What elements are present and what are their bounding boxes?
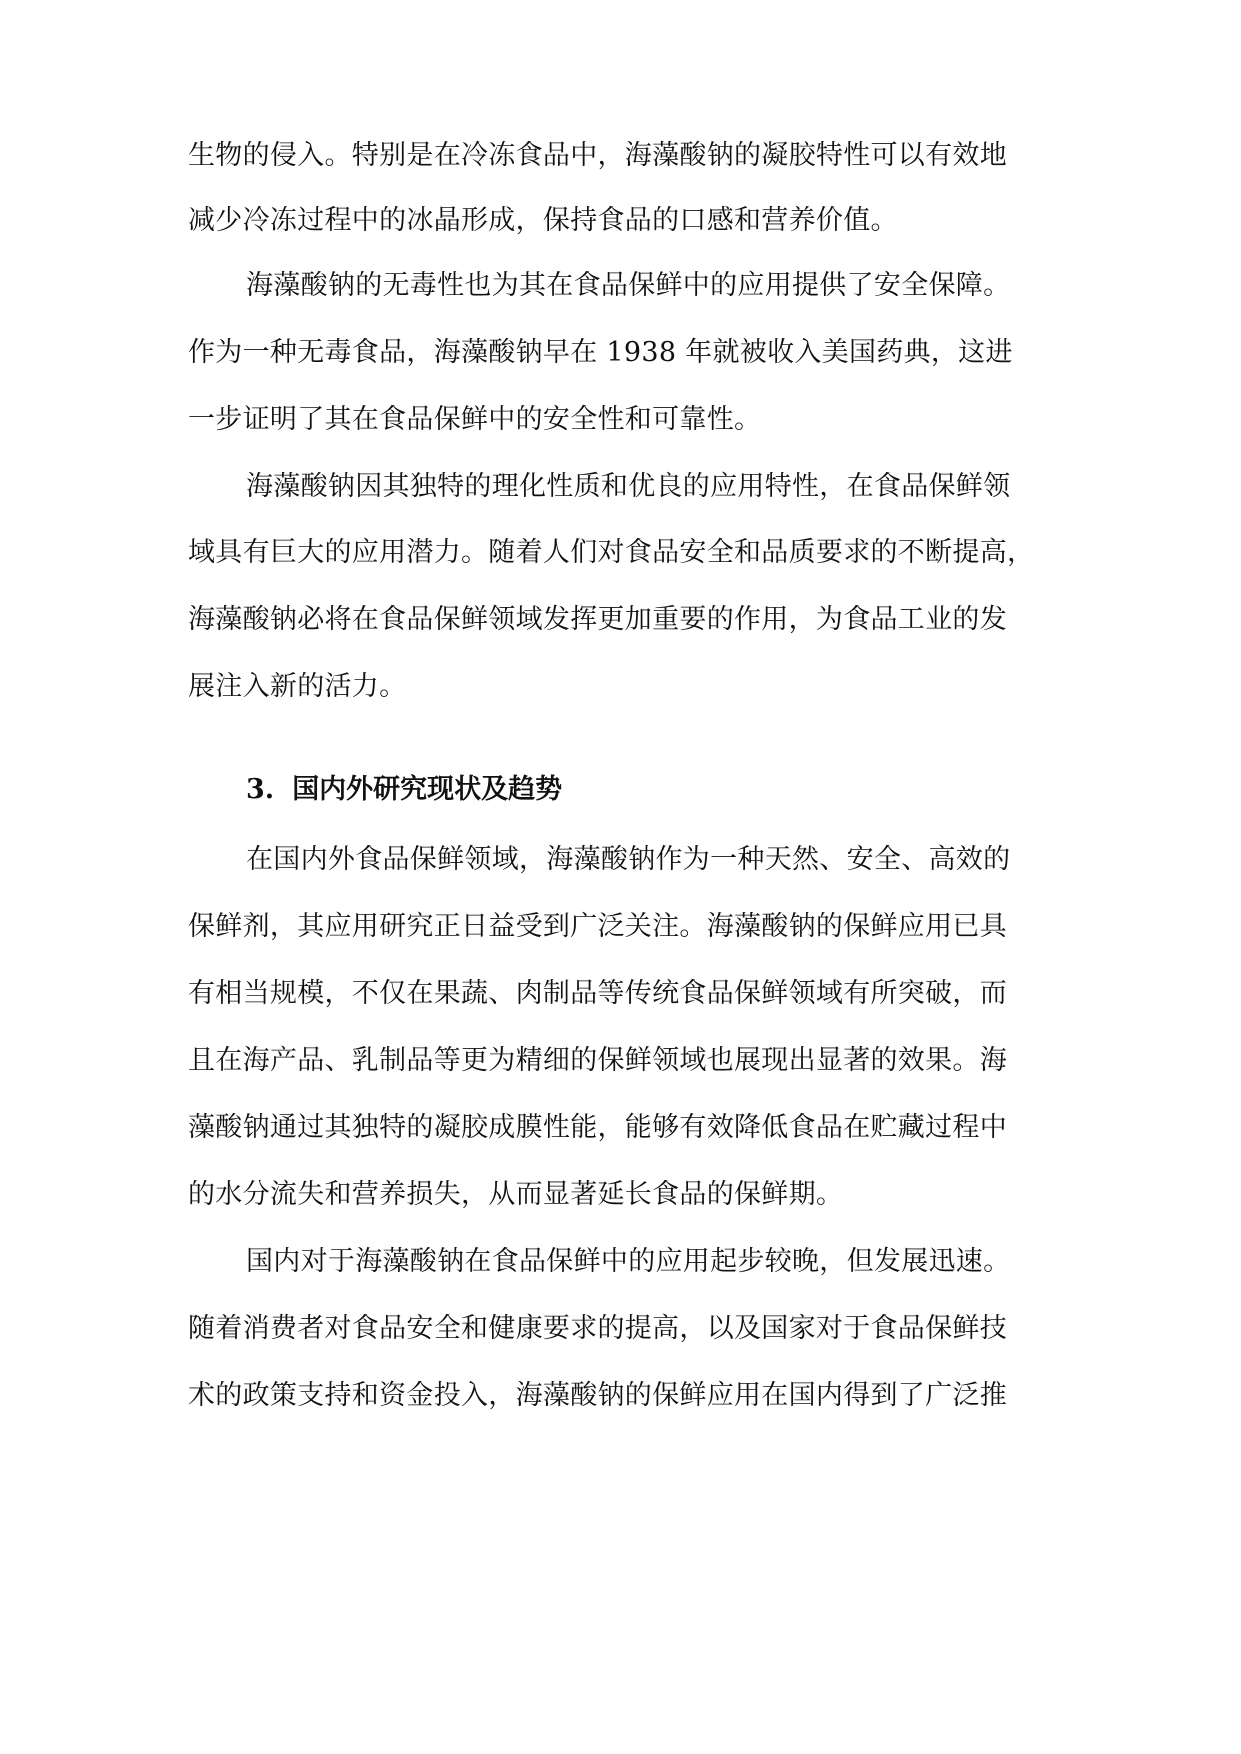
section-paragraph-1-line-4: 且在海产品、乳制品等更为精细的保鲜领域也展现出显著的效果。海 (188, 1045, 1007, 1076)
section-paragraph-1-line-5: 藻酸钠通过其独特的凝胶成膜性能，能够有效降低食品在贮藏过程中 (188, 1112, 1007, 1143)
paragraph-3-line-4: 展注入新的活力。 (188, 671, 407, 702)
paragraph-2-line-1: 海藻酸钠的无毒性也为其在食品保鲜中的应用提供了安全保障。 (246, 270, 1011, 301)
paragraph-1-line-2: 减少冷冻过程中的冰晶形成，保持食品的口感和营养价值。 (188, 205, 898, 236)
section-paragraph-1-line-3: 有相当规模，不仅在果蔬、肉制品等传统食品保鲜领域有所突破，而 (188, 978, 1007, 1009)
paragraph-3-line-1: 海藻酸钠因其独特的理化性质和优良的应用特性，在食品保鲜领 (246, 471, 1011, 502)
section-title: 国内外研究现状及趋势 (292, 774, 563, 805)
section-paragraph-2-line-1: 国内对于海藻酸钠在食品保鲜中的应用起步较晚，但发展迅速。 (246, 1246, 1011, 1277)
section-paragraph-1-line-6: 的水分流失和营养损失，从而显著延长食品的保鲜期。 (188, 1179, 844, 1210)
section-heading (246, 770, 562, 810)
paragraph-3-line-2: 域具有巨大的应用潜力。随着人们对食品安全和品质要求的不断提高， (188, 537, 1035, 568)
paragraph-3-line-3: 海藻酸钠必将在食品保鲜领域发挥更加重要的作用，为食品工业的发 (188, 604, 1007, 635)
section-paragraph-1-line-2: 保鲜剂，其应用研究正日益受到广泛关注。海藻酸钠的保鲜应用已具 (188, 911, 1007, 942)
section-paragraph-2-line-3: 术的政策支持和资金投入，海藻酸钠的保鲜应用在国内得到了广泛推 (188, 1380, 1007, 1411)
paragraph-2-line-3: 一步证明了其在食品保鲜中的安全性和可靠性。 (188, 404, 762, 435)
section-number: 3. (246, 774, 275, 805)
section-paragraph-1-line-1: 在国内外食品保鲜领域，海藻酸钠作为一种天然、安全、高效的 (246, 844, 1011, 875)
paragraph-2-line-2: 作为一种无毒食品，海藻酸钠早在 1938 年就被收入美国药典，这进 (188, 337, 1013, 368)
section-paragraph-2-line-2: 随着消费者对食品安全和健康要求的提高，以及国家对于食品保鲜技 (188, 1313, 1007, 1344)
paragraph-1-line-1: 生物的侵入。特别是在冷冻食品中，海藻酸钠的凝胶特性可以有效地 (188, 140, 1007, 171)
